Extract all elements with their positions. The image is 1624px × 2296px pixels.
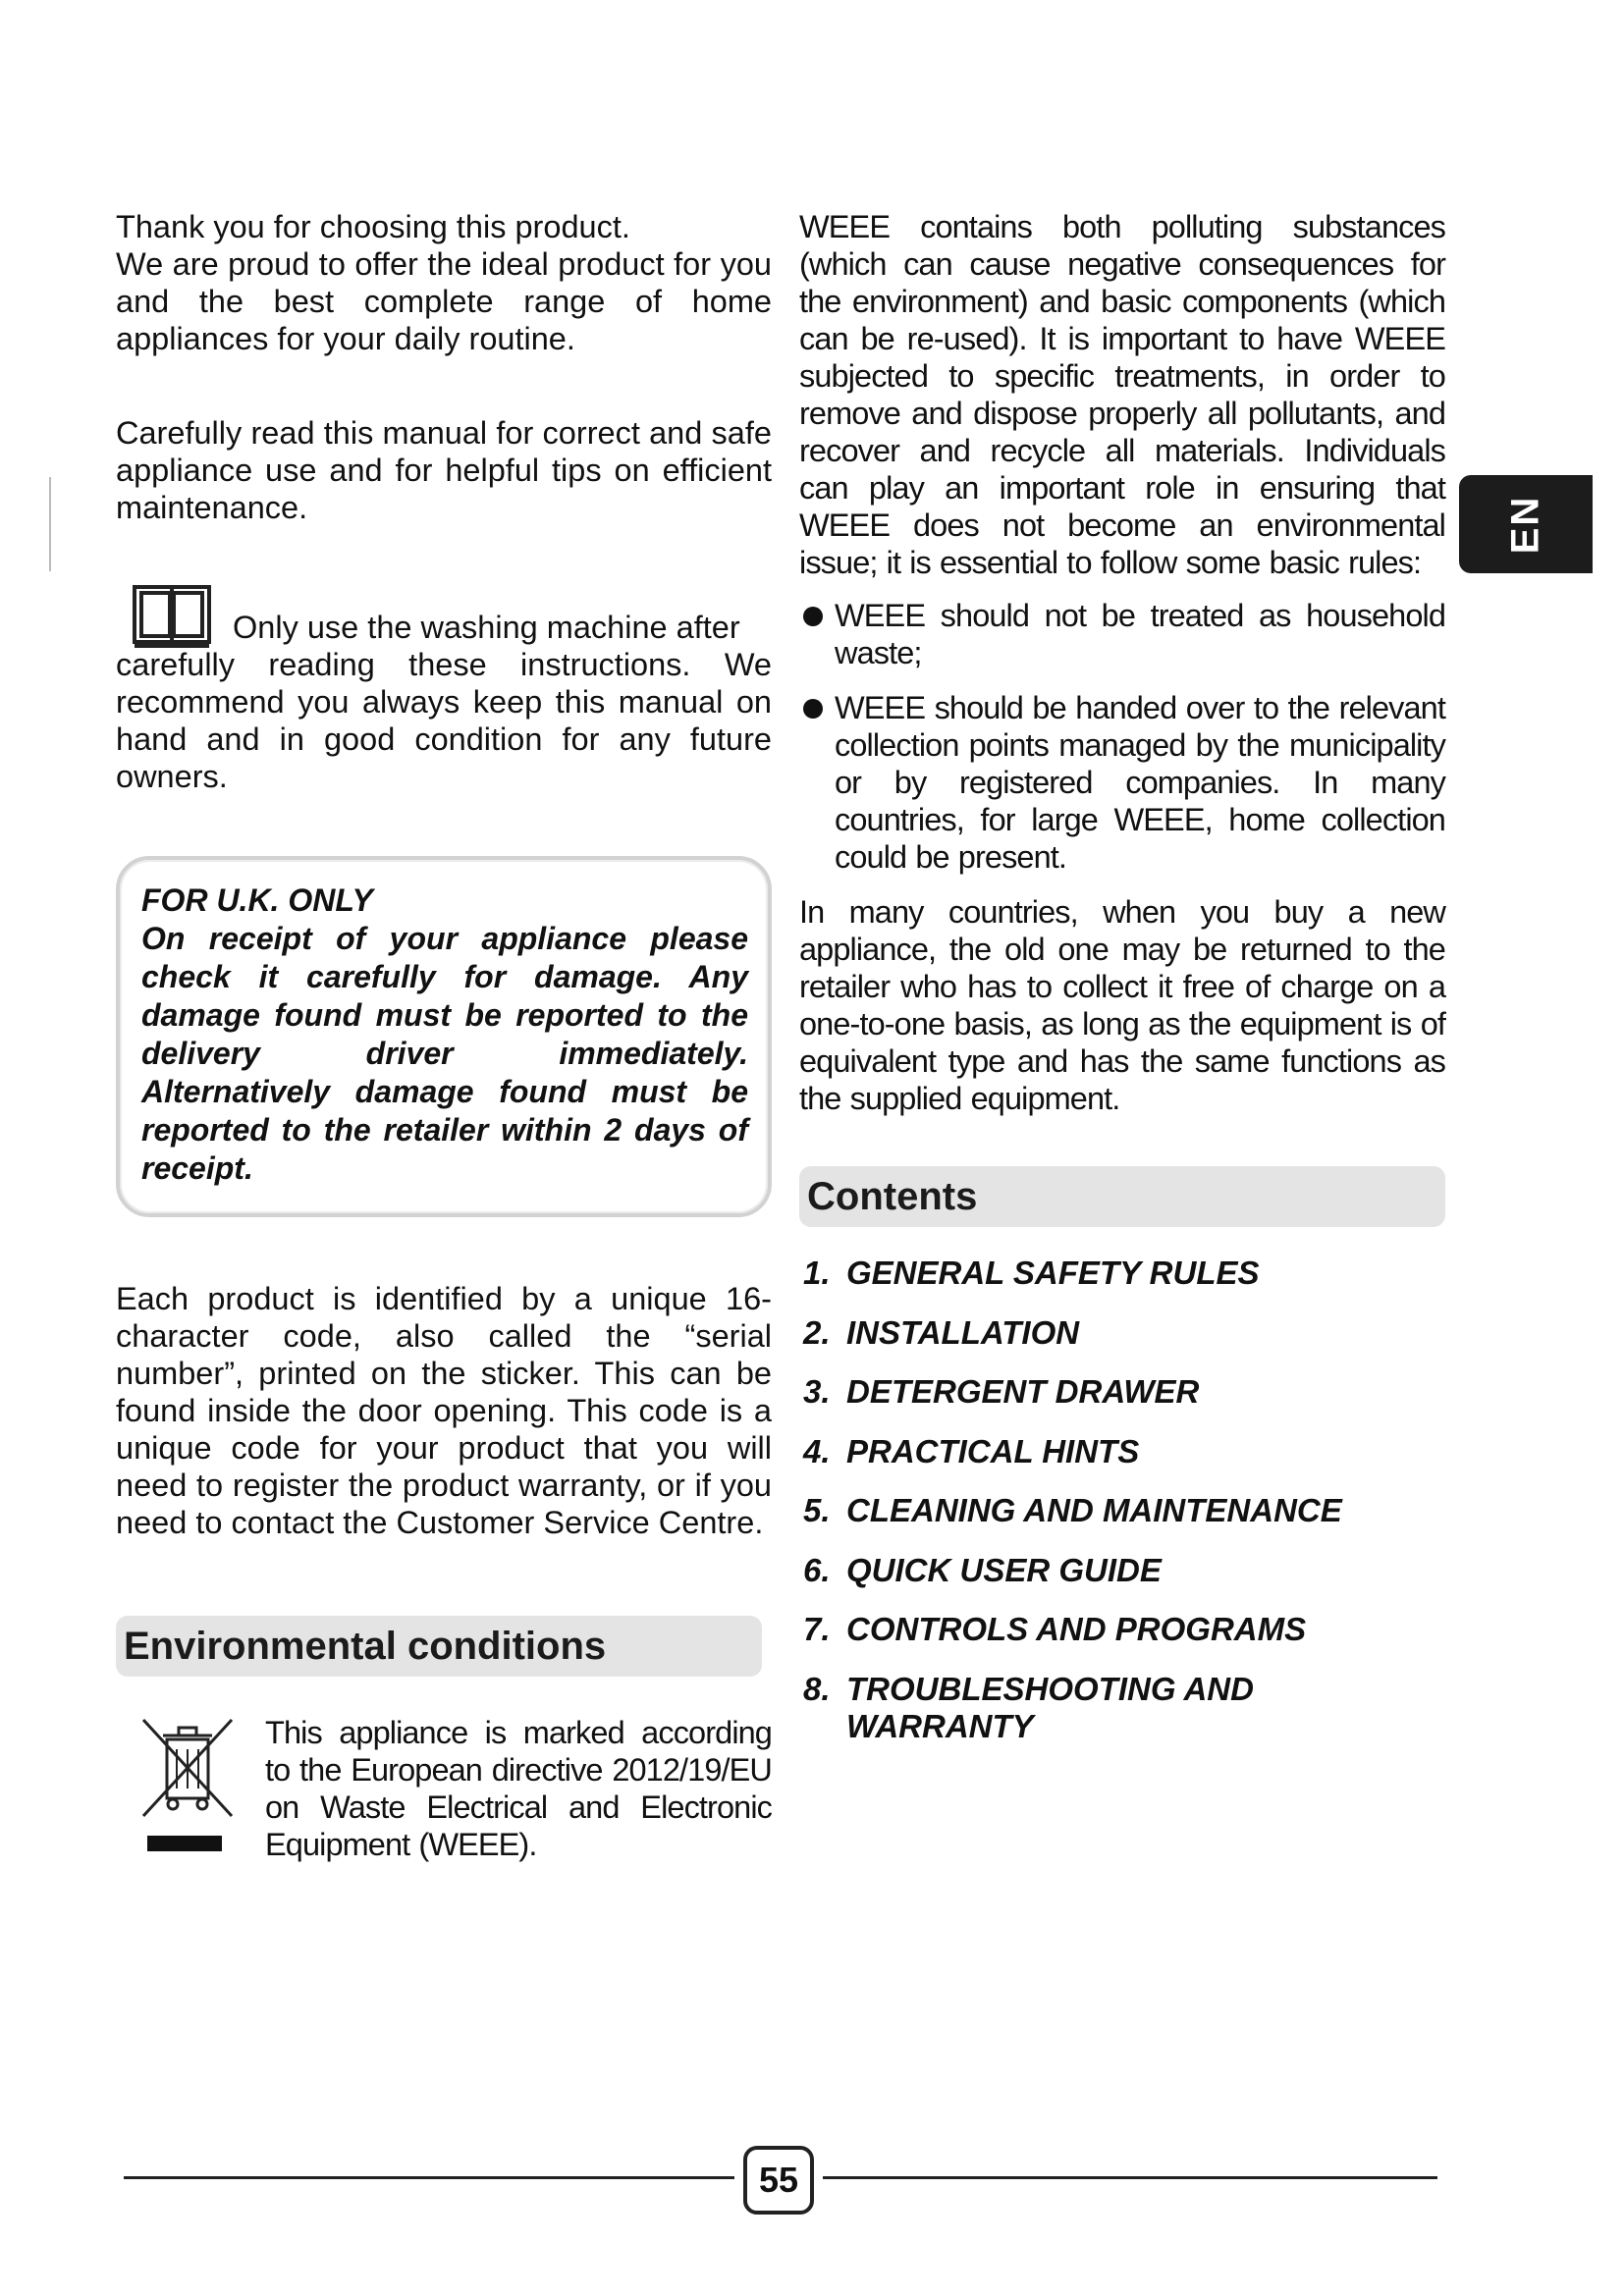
toc-title: QUICK USER GUIDE bbox=[846, 1551, 1162, 1588]
manual-text: carefully reading these instructions. We recommend you always keep this manual on hand and in good condition for any future owners. bbox=[116, 647, 772, 794]
toc-number: 1. bbox=[803, 1255, 831, 1291]
manual-notice bbox=[116, 609, 772, 795]
toc-title: DETERGENT DRAWER bbox=[846, 1373, 1200, 1410]
intro-text: Thank you for choosing this product. We are proud to offer the ideal product for you and the best complete range of home appliances for your daily routine. bbox=[116, 209, 772, 356]
weee-directive-text: This appliance is marked according to the European directive 2012/19/EU on Waste Electrical and Electronic Equipment (WEEE). bbox=[265, 1715, 772, 1862]
toc-title: PRACTICAL HINTS bbox=[846, 1432, 1140, 1469]
left-column bbox=[116, 208, 772, 1863]
bullet-text: WEEE should be handed over to the relevant collection points managed by the municipality or by registered companies. In many countries, for large WEEE, home collection could be present. bbox=[835, 690, 1445, 875]
left-margin-mark bbox=[49, 477, 51, 571]
toc-title: INSTALLATION bbox=[846, 1313, 1080, 1351]
environmental-conditions-heading bbox=[116, 1616, 762, 1677]
contents-title: Contents bbox=[807, 1174, 978, 1218]
bullet-icon bbox=[803, 607, 823, 626]
uk-only-text: FOR U.K. ONLY On receipt of your appliance please check it carefully for damage. Any damage found must be reported to the delivery driver immediately. Alternatively damage found must be reported to the retailer within 2 days of receipt. bbox=[141, 882, 748, 1186]
toc-number: 2. bbox=[803, 1313, 831, 1351]
toc-title: GENERAL SAFETY RULES bbox=[846, 1255, 1260, 1291]
toc-title: CONTROLS AND PROGRAMS bbox=[846, 1611, 1307, 1647]
page-number bbox=[743, 2146, 814, 2215]
toc-item[interactable] bbox=[799, 1671, 1445, 1745]
list-item bbox=[799, 689, 1445, 876]
toc-item[interactable] bbox=[799, 1314, 1445, 1352]
read-manual-text: Carefully read this manual for correct and safe appliance use and for helpful tips on efficient maintenance. bbox=[116, 415, 772, 525]
toc-number: 4. bbox=[803, 1432, 831, 1469]
list-item bbox=[799, 597, 1445, 671]
toc-title: CLEANING AND MAINTENANCE bbox=[846, 1492, 1342, 1528]
footer-rule-left bbox=[124, 2176, 734, 2179]
right-column bbox=[799, 208, 1445, 1767]
toc-number: 5. bbox=[803, 1492, 831, 1528]
retailer-return-text: In many countries, when you buy a new appliance, the old one may be returned to the retailer who has to collect it free of charge on a one-to-one basis, as long as the equipment is of equivalent type and has the same functions as the supplied equipment. bbox=[799, 894, 1445, 1116]
footer-rule-right bbox=[823, 2176, 1437, 2179]
table-of-contents bbox=[799, 1255, 1445, 1745]
crossed-out-bin-icon bbox=[139, 1714, 236, 1861]
toc-item[interactable] bbox=[799, 1255, 1445, 1292]
toc-item[interactable] bbox=[799, 1552, 1445, 1589]
toc-item[interactable] bbox=[799, 1433, 1445, 1470]
contents-heading bbox=[799, 1166, 1445, 1227]
toc-item[interactable] bbox=[799, 1373, 1445, 1411]
toc-number: 6. bbox=[803, 1551, 831, 1588]
serial-number-text: Each product is identified by a unique 16-character code, also called the “serial number”, printed on the sticker. This can be found inside the door opening. This code is a unique code for your product that you will need to register the product warranty, or if you need to contact the Customer Service Centre. bbox=[116, 1281, 772, 1540]
environmental-conditions-title: Environmental conditions bbox=[124, 1624, 607, 1668]
toc-title: TROUBLESHOOTING AND WARRANTY bbox=[846, 1670, 1254, 1744]
weee-intro-text: WEEE contains both polluting substances (which can cause negative consequences for the environment) and basic components (which can be re-used). It is important to have WEEE subjected to specific treatments, in order to remove and dispose properly all pollutants, and recover and recycle all materials. Individuals can play an important role in ensuring that WEEE does not become an environmental issue; it is essential to follow some basic rules: bbox=[799, 209, 1445, 580]
toc-item[interactable] bbox=[799, 1611, 1445, 1648]
manual-first-line: Only use the washing machine after bbox=[233, 610, 740, 645]
open-book-icon bbox=[132, 579, 212, 650]
bullet-text: WEEE should not be treated as household waste; bbox=[835, 598, 1445, 670]
weee-marking-row bbox=[116, 1714, 772, 1863]
page-number-label: 55 bbox=[758, 2160, 799, 2200]
toc-item[interactable] bbox=[799, 1492, 1445, 1529]
language-tab-label: EN bbox=[1503, 495, 1547, 554]
uk-only-notice-box bbox=[116, 856, 772, 1217]
toc-number: 7. bbox=[803, 1611, 831, 1647]
toc-number: 8. bbox=[803, 1670, 831, 1707]
toc-number: 3. bbox=[803, 1373, 831, 1410]
bullet-icon bbox=[803, 699, 823, 719]
weee-rules-list bbox=[799, 597, 1445, 876]
language-tab bbox=[1459, 475, 1593, 573]
